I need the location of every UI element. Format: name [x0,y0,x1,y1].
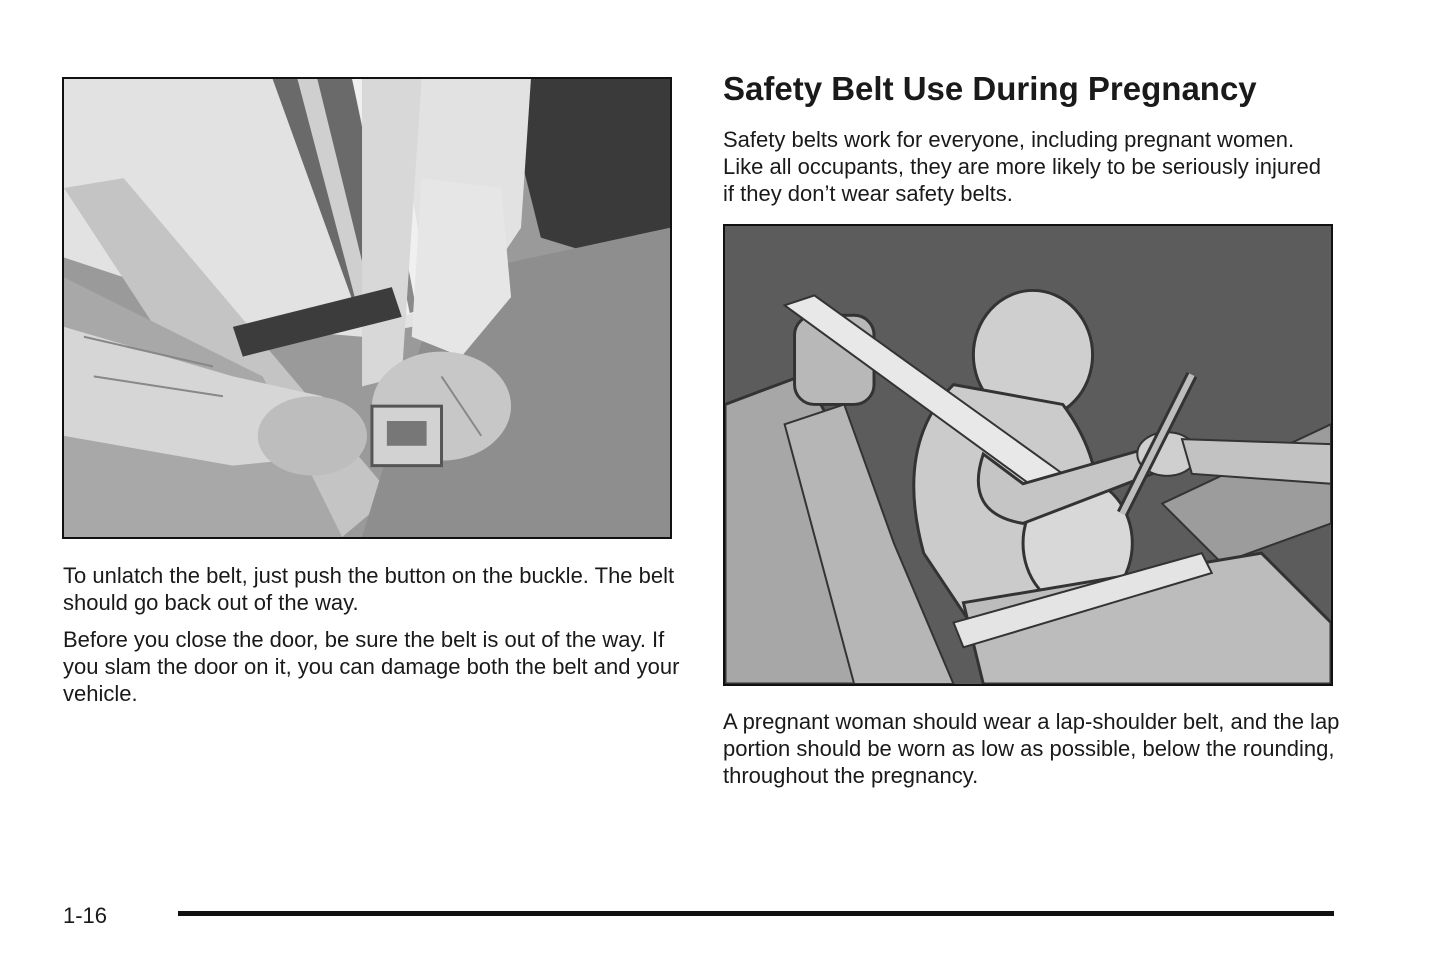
page-number: 1-16 [63,903,108,928]
intro-paragraph: Safety belts work for everyone, including pregnant women. Like all occupants, they are more likely to be seriously injured if they don’t wear safety belts. [723,127,1321,206]
close-door-paragraph: Before you close the door, be sure the belt is out of the way. If you slam the door on it, you can damage both the belt and your vehicle. [63,627,680,706]
unlatch-paragraph: To unlatch the belt, just push the button on the buckle. The belt should go back out of the way. [63,563,675,615]
unlatching-belt-photo [62,77,672,539]
unlatching-belt-drawing [64,79,670,537]
pregnancy-caption: A pregnant woman should wear a lap-shoulder belt, and the lap portion should be worn as low as possible, below the rounding, throughout the pregnancy. [723,709,1340,788]
footer-rule [178,911,1334,916]
section-heading: Safety Belt Use During Pregnancy [723,70,1257,107]
pregnant-occupant-drawing [725,226,1331,684]
pregnant-occupant-illustration [723,224,1333,686]
